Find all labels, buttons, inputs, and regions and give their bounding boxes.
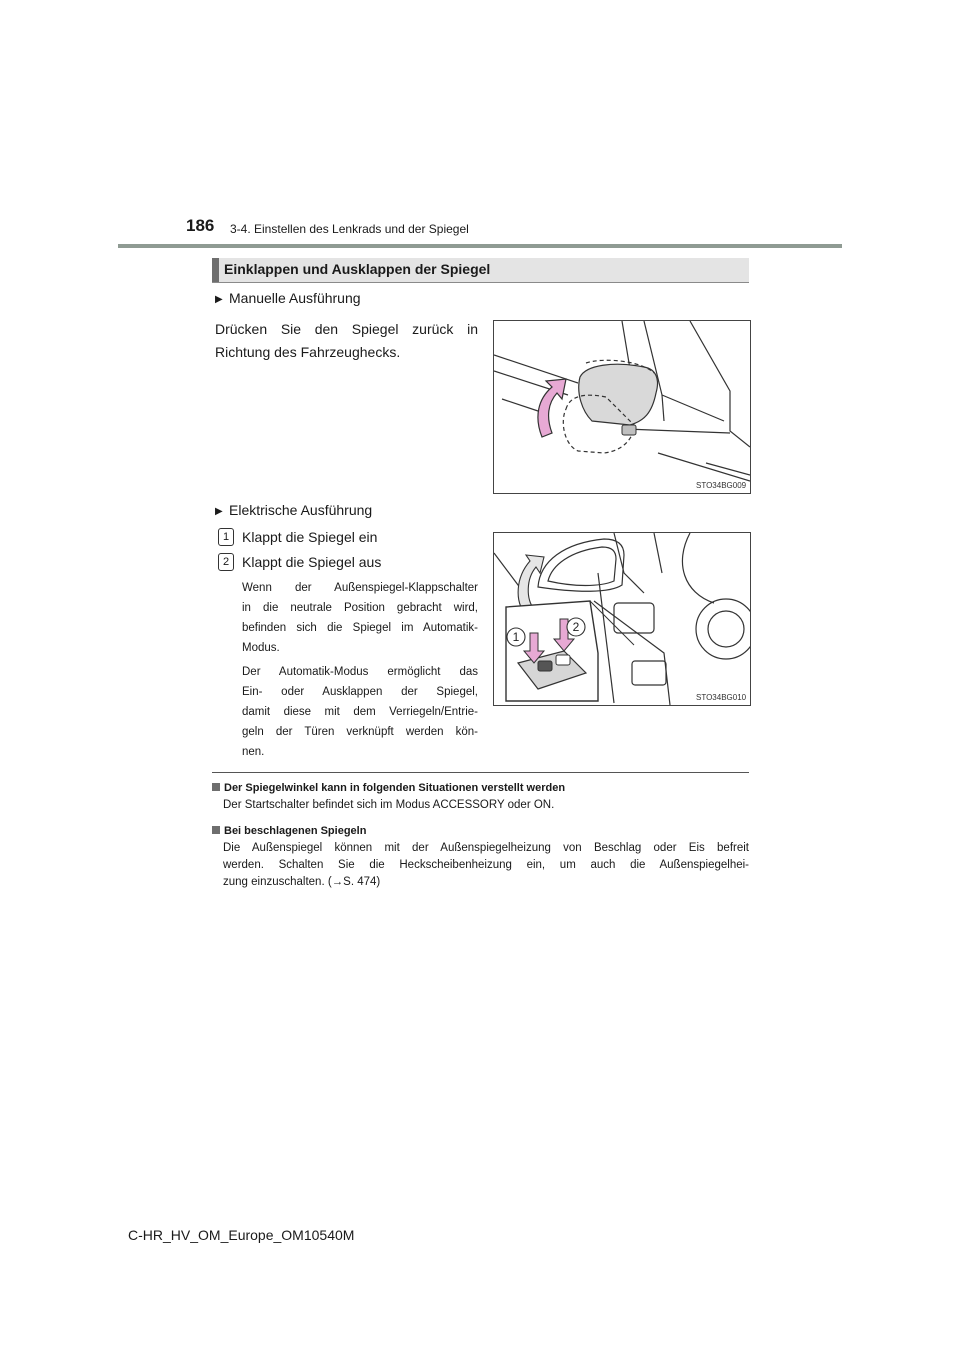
automatic-mode-paragraph-2 xyxy=(242,662,478,762)
note-title-text: Der Spiegelwinkel kann in folgenden Situationen verstellt werden xyxy=(224,782,566,794)
paragraph-line: damit diese mit dem Verriegeln/Entrie- xyxy=(242,706,478,718)
callout-label: Klappt die Spiegel aus xyxy=(242,554,382,570)
callout-list xyxy=(218,526,478,574)
notes-divider xyxy=(212,772,749,773)
automatic-mode-paragraph xyxy=(242,578,478,658)
manual-heading xyxy=(215,290,361,306)
callout-number: 2 xyxy=(218,553,234,571)
note-line: Der Startschalter befindet sich im Modus ACCESSORY oder ON. xyxy=(223,799,555,811)
paragraph-line: Ein- oder Ausklappen der Spiegel, xyxy=(242,686,478,698)
note-line: werden. Schalten Sie die Heckscheibenheizung ein, um auch die Außenspiegelhei- xyxy=(223,859,749,871)
header-rule xyxy=(118,244,842,248)
figure-callout-number: 1 xyxy=(512,630,520,644)
note-title xyxy=(212,782,749,794)
note-line: zung einzuschalten. (→S. 474) xyxy=(223,876,381,888)
callout-label: Klappt die Spiegel ein xyxy=(242,529,378,545)
square-bullet-icon xyxy=(212,826,220,834)
manual-text-line: Drücken Sie den Spiegel zurück in xyxy=(215,321,478,337)
paragraph-line: nen. xyxy=(242,746,265,758)
manual-heading-text: Manuelle Ausführung xyxy=(229,290,361,306)
paragraph-line: Wenn der Außenspiegel-Klappschalter xyxy=(242,582,478,594)
note-line: Die Außenspiegel können mit der Außenspiegelheizung von Beschlag oder Eis befreit xyxy=(223,842,749,854)
note-block xyxy=(212,825,749,891)
electric-switch-figure xyxy=(493,532,751,706)
note-body xyxy=(223,840,749,891)
manual-fold-figure xyxy=(493,320,751,494)
section-title-bar xyxy=(212,258,749,282)
square-bullet-icon xyxy=(212,783,220,791)
section-title: Einklappen und Ausklappen der Spiegel xyxy=(224,261,491,277)
footer-document-id: C-HR_HV_OM_Europe_OM10540M xyxy=(128,1227,355,1243)
triangle-right-icon: ▶ xyxy=(215,294,223,305)
section-underline xyxy=(212,282,749,283)
switch-illustration xyxy=(494,533,750,705)
manual-instructions xyxy=(215,318,478,364)
paragraph-line: Der Automatik-Modus ermöglicht das xyxy=(242,666,478,678)
figure-code: STO34BG009 xyxy=(696,481,747,490)
note-title xyxy=(212,825,749,837)
triangle-right-icon: ▶ xyxy=(215,506,223,517)
paragraph-line: geln der Türen verknüpft werden kön- xyxy=(242,726,478,738)
paragraph-line: befinden sich die Spiegel im Automatik- xyxy=(242,622,478,634)
electric-heading xyxy=(215,502,372,518)
mirror-fold-illustration xyxy=(494,321,750,493)
note-block xyxy=(212,782,749,814)
figure-callout-number: 2 xyxy=(572,620,580,634)
note-title-text: Bei beschlagenen Spiegeln xyxy=(224,825,367,837)
manual-text-line: Richtung des Fahrzeughecks. xyxy=(215,344,401,360)
figure-code: STO34BG010 xyxy=(696,693,747,702)
paragraph-line: Modus. xyxy=(242,642,280,654)
electric-heading-text: Elektrische Ausführung xyxy=(229,502,373,518)
page-number: 186 xyxy=(186,216,215,235)
chapter-title: 3-4. Einstellen des Lenkrads und der Spiegel xyxy=(230,222,469,236)
paragraph-line: in die neutrale Position gebracht wird, xyxy=(242,602,478,614)
callout-number: 1 xyxy=(218,528,234,546)
section-accent xyxy=(212,258,219,282)
